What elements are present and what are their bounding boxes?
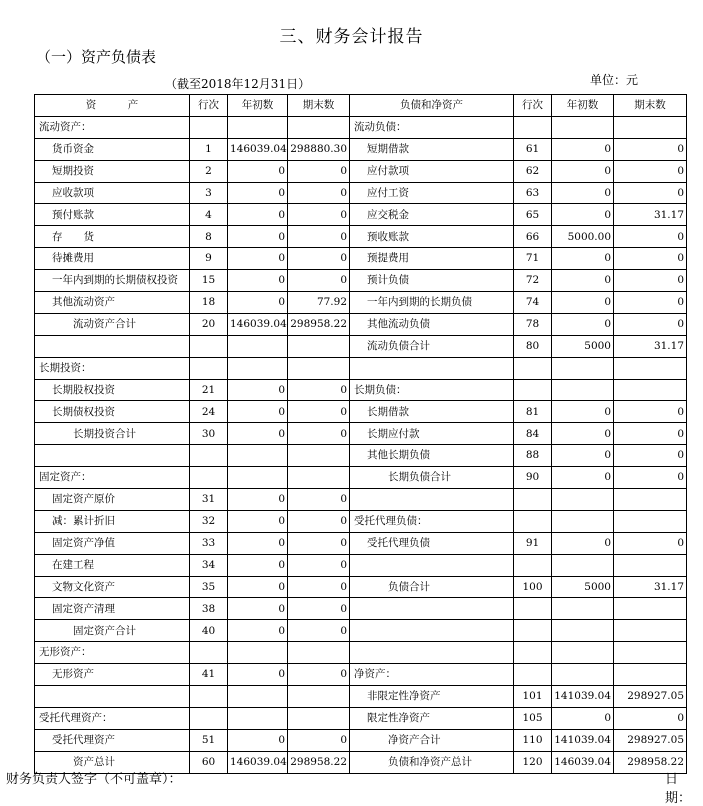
liability-name-cell: 应交税金 xyxy=(350,204,514,226)
asset-name-cell: 流动资产： xyxy=(35,116,190,138)
asset-line-no-cell: 3 xyxy=(190,182,228,204)
liability-opening-cell: 0 xyxy=(552,160,614,182)
table-row xyxy=(35,664,687,686)
asset-name-cell: 长期股权投资 xyxy=(35,379,190,401)
liability-closing-cell: 0 xyxy=(614,313,687,335)
liability-opening-cell xyxy=(552,642,614,664)
table-row xyxy=(35,182,687,204)
liability-name-cell: 长期负债合计 xyxy=(350,467,514,489)
asset-closing-cell: 0 xyxy=(288,270,350,292)
table-row xyxy=(35,686,687,708)
table-row xyxy=(35,270,687,292)
asset-name-cell xyxy=(35,335,190,357)
liability-line-no-cell: 74 xyxy=(514,292,552,314)
asset-line-no-cell: 33 xyxy=(190,532,228,554)
liability-name-cell: 受托代理负债 xyxy=(350,532,514,554)
asset-closing-cell: 0 xyxy=(288,620,350,642)
asset-name-cell: 固定资产净值 xyxy=(35,532,190,554)
asset-line-no-cell: 8 xyxy=(190,226,228,248)
table-row xyxy=(35,729,687,751)
liability-opening-cell: 146039.04 xyxy=(552,751,614,773)
asset-closing-cell: 0 xyxy=(288,401,350,423)
liability-name-cell xyxy=(350,598,514,620)
table-row xyxy=(35,116,687,138)
liability-opening-cell: 0 xyxy=(552,445,614,467)
asset-opening-cell: 0 xyxy=(228,620,288,642)
asset-line-no-cell: 32 xyxy=(190,510,228,532)
asset-name-cell: 在建工程 xyxy=(35,554,190,576)
liability-closing-cell: 298927.05 xyxy=(614,686,687,708)
liability-closing-cell: 0 xyxy=(614,182,687,204)
liability-closing-cell: 0 xyxy=(614,270,687,292)
liability-name-cell: 其他流动负债 xyxy=(350,313,514,335)
asset-opening-cell: 0 xyxy=(228,554,288,576)
liability-name-cell: 负债和净资产总计 xyxy=(350,751,514,773)
asset-opening-cell: 0 xyxy=(228,664,288,686)
liability-line-no-cell: 90 xyxy=(514,467,552,489)
asset-opening-cell: 0 xyxy=(228,401,288,423)
asset-closing-cell: 298880.30 xyxy=(288,138,350,160)
asset-opening-cell: 0 xyxy=(228,226,288,248)
asset-closing-cell: 0 xyxy=(288,489,350,511)
liability-closing-cell: 0 xyxy=(614,707,687,729)
liability-line-no-cell xyxy=(514,620,552,642)
asset-closing-cell: 0 xyxy=(288,423,350,445)
asset-line-no-cell: 1 xyxy=(190,138,228,160)
asset-name-cell: 长期债权投资 xyxy=(35,401,190,423)
asset-line-no-cell xyxy=(190,116,228,138)
liability-line-no-cell: 88 xyxy=(514,445,552,467)
asset-closing-cell xyxy=(288,642,350,664)
liability-closing-cell: 0 xyxy=(614,226,687,248)
liability-name-cell: 长期负债： xyxy=(350,379,514,401)
asset-line-no-cell: 41 xyxy=(190,664,228,686)
liability-name-cell: 其他长期负债 xyxy=(350,445,514,467)
table-row xyxy=(35,292,687,314)
table-row xyxy=(35,379,687,401)
header-liabilities: 负债和净资产 xyxy=(350,95,514,117)
liability-line-no-cell: 100 xyxy=(514,576,552,598)
liability-name-cell: 应付款项 xyxy=(350,160,514,182)
asset-closing-cell: 0 xyxy=(288,248,350,270)
asset-name-cell: 固定资产清理 xyxy=(35,598,190,620)
liability-name-cell: 净资产： xyxy=(350,664,514,686)
asset-opening-cell: 0 xyxy=(228,160,288,182)
asset-name-cell: 文物文化资产 xyxy=(35,576,190,598)
liability-line-no-cell: 84 xyxy=(514,423,552,445)
liability-opening-cell: 0 xyxy=(552,401,614,423)
liability-opening-cell: 0 xyxy=(552,532,614,554)
asset-name-cell: 流动资产合计 xyxy=(35,313,190,335)
liability-closing-cell xyxy=(614,510,687,532)
liability-name-cell: 长期借款 xyxy=(350,401,514,423)
asset-line-no-cell: 20 xyxy=(190,313,228,335)
liability-line-no-cell xyxy=(514,642,552,664)
liability-opening-cell xyxy=(552,489,614,511)
asset-line-no-cell: 24 xyxy=(190,401,228,423)
asset-closing-cell: 0 xyxy=(288,204,350,226)
liability-line-no-cell xyxy=(514,554,552,576)
liability-line-no-cell: 101 xyxy=(514,686,552,708)
liability-name-cell xyxy=(350,554,514,576)
liability-opening-cell: 0 xyxy=(552,467,614,489)
liability-line-no-cell: 120 xyxy=(514,751,552,773)
liability-name-cell: 预提费用 xyxy=(350,248,514,270)
table-row xyxy=(35,204,687,226)
asset-name-cell: 受托代理资产 xyxy=(35,729,190,751)
asset-name-cell: 无形资产： xyxy=(35,642,190,664)
liability-line-no-cell xyxy=(514,357,552,379)
liability-opening-cell: 5000 xyxy=(552,576,614,598)
liability-name-cell xyxy=(350,489,514,511)
asset-opening-cell: 0 xyxy=(228,248,288,270)
liability-opening-cell: 0 xyxy=(552,248,614,270)
liability-name-cell: 负债合计 xyxy=(350,576,514,598)
liability-name-cell: 流动负债： xyxy=(350,116,514,138)
liability-closing-cell: 0 xyxy=(614,138,687,160)
table-row xyxy=(35,423,687,445)
asset-opening-cell xyxy=(228,445,288,467)
liability-line-no-cell: 110 xyxy=(514,729,552,751)
asset-closing-cell xyxy=(288,445,350,467)
liability-opening-cell: 5000.00 xyxy=(552,226,614,248)
report-period: （截至2018年12月31日） xyxy=(165,77,311,91)
table-row xyxy=(35,532,687,554)
asset-closing-cell xyxy=(288,116,350,138)
liability-closing-cell xyxy=(614,620,687,642)
asset-line-no-cell xyxy=(190,686,228,708)
table-row xyxy=(35,576,687,598)
asset-line-no-cell xyxy=(190,445,228,467)
asset-closing-cell xyxy=(288,467,350,489)
table-row xyxy=(35,357,687,379)
liability-name-cell: 预收账款 xyxy=(350,226,514,248)
asset-opening-cell: 0 xyxy=(228,532,288,554)
asset-line-no-cell xyxy=(190,467,228,489)
asset-opening-cell: 0 xyxy=(228,576,288,598)
liability-line-no-cell: 91 xyxy=(514,532,552,554)
header-assets: 资 产 xyxy=(35,95,190,117)
liability-name-cell xyxy=(350,642,514,664)
asset-opening-cell xyxy=(228,335,288,357)
liability-name-cell: 预计负债 xyxy=(350,270,514,292)
liability-opening-cell xyxy=(552,379,614,401)
liability-opening-cell xyxy=(552,554,614,576)
asset-opening-cell: 0 xyxy=(228,510,288,532)
asset-opening-cell xyxy=(228,707,288,729)
table-row xyxy=(35,445,687,467)
liability-name-cell: 短期借款 xyxy=(350,138,514,160)
asset-closing-cell: 0 xyxy=(288,226,350,248)
asset-name-cell: 固定资产： xyxy=(35,467,190,489)
asset-closing-cell: 298958.22 xyxy=(288,751,350,773)
liability-closing-cell xyxy=(614,598,687,620)
table-row xyxy=(35,620,687,642)
liability-closing-cell xyxy=(614,489,687,511)
table-row xyxy=(35,226,687,248)
asset-closing-cell: 0 xyxy=(288,182,350,204)
liability-closing-cell: 0 xyxy=(614,467,687,489)
header-line-no: 行次 xyxy=(190,95,228,117)
asset-closing-cell: 0 xyxy=(288,598,350,620)
asset-line-no-cell xyxy=(190,335,228,357)
liability-closing-cell: 31.17 xyxy=(614,335,687,357)
asset-closing-cell: 0 xyxy=(288,379,350,401)
table-row xyxy=(35,248,687,270)
liability-name-cell: 限定性净资产 xyxy=(350,707,514,729)
asset-opening-cell: 0 xyxy=(228,423,288,445)
asset-opening-cell: 146039.04 xyxy=(228,313,288,335)
table-row xyxy=(35,707,687,729)
liability-closing-cell: 0 xyxy=(614,160,687,182)
liability-name-cell xyxy=(350,620,514,642)
asset-line-no-cell: 9 xyxy=(190,248,228,270)
liability-closing-cell xyxy=(614,664,687,686)
asset-line-no-cell: 34 xyxy=(190,554,228,576)
liability-opening-cell: 0 xyxy=(552,270,614,292)
liability-line-no-cell: 63 xyxy=(514,182,552,204)
liability-opening-cell: 0 xyxy=(552,292,614,314)
asset-name-cell: 资产总计 xyxy=(35,751,190,773)
liability-line-no-cell: 71 xyxy=(514,248,552,270)
asset-opening-cell xyxy=(228,467,288,489)
liability-line-no-cell: 80 xyxy=(514,335,552,357)
asset-opening-cell xyxy=(228,357,288,379)
liability-line-no-cell: 62 xyxy=(514,160,552,182)
header-closing: 期末数 xyxy=(288,95,350,117)
asset-opening-cell xyxy=(228,116,288,138)
section-title: （一）资产负债表 xyxy=(36,48,157,66)
asset-line-no-cell xyxy=(190,357,228,379)
liability-closing-cell: 0 xyxy=(614,248,687,270)
table-row xyxy=(35,335,687,357)
liability-line-no-cell: 72 xyxy=(514,270,552,292)
table-row xyxy=(35,160,687,182)
asset-name-cell: 一年内到期的长期债权投资 xyxy=(35,270,190,292)
header-line-no: 行次 xyxy=(514,95,552,117)
liability-name-cell: 流动负债合计 xyxy=(350,335,514,357)
asset-name-cell: 应收款项 xyxy=(35,182,190,204)
asset-line-no-cell: 31 xyxy=(190,489,228,511)
asset-opening-cell: 146039.04 xyxy=(228,138,288,160)
signature-label: 财务负责人签字（不可盖章）： xyxy=(6,772,182,787)
liability-name-cell: 一年内到期的长期负债 xyxy=(350,292,514,314)
liability-opening-cell xyxy=(552,116,614,138)
liability-line-no-cell: 65 xyxy=(514,204,552,226)
asset-opening-cell: 0 xyxy=(228,270,288,292)
liability-opening-cell: 141039.04 xyxy=(552,729,614,751)
asset-line-no-cell: 15 xyxy=(190,270,228,292)
liability-closing-cell: 0 xyxy=(614,292,687,314)
liability-opening-cell: 0 xyxy=(552,313,614,335)
asset-line-no-cell: 2 xyxy=(190,160,228,182)
liability-closing-cell xyxy=(614,357,687,379)
liability-opening-cell: 0 xyxy=(552,707,614,729)
asset-closing-cell: 0 xyxy=(288,554,350,576)
liability-closing-cell: 0 xyxy=(614,445,687,467)
asset-name-cell: 长期投资合计 xyxy=(35,423,190,445)
liability-closing-cell xyxy=(614,379,687,401)
asset-opening-cell: 0 xyxy=(228,292,288,314)
asset-name-cell: 预付账款 xyxy=(35,204,190,226)
asset-name-cell: 短期投资 xyxy=(35,160,190,182)
liability-name-cell: 应付工资 xyxy=(350,182,514,204)
liability-opening-cell: 0 xyxy=(552,204,614,226)
header-opening: 年初数 xyxy=(228,95,288,117)
table-row xyxy=(35,467,687,489)
asset-closing-cell xyxy=(288,335,350,357)
table-row xyxy=(35,489,687,511)
asset-name-cell: 无形资产 xyxy=(35,664,190,686)
liability-line-no-cell xyxy=(514,664,552,686)
asset-closing-cell: 0 xyxy=(288,576,350,598)
liability-opening-cell: 5000 xyxy=(552,335,614,357)
currency-unit: 单位：元 xyxy=(590,73,639,87)
liability-closing-cell: 0 xyxy=(614,423,687,445)
liability-opening-cell: 141039.04 xyxy=(552,686,614,708)
liability-closing-cell: 0 xyxy=(614,532,687,554)
liability-opening-cell: 0 xyxy=(552,182,614,204)
asset-opening-cell xyxy=(228,642,288,664)
asset-closing-cell: 77.92 xyxy=(288,292,350,314)
asset-closing-cell: 0 xyxy=(288,510,350,532)
header-closing: 期末数 xyxy=(614,95,687,117)
asset-closing-cell: 0 xyxy=(288,729,350,751)
asset-name-cell: 固定资产合计 xyxy=(35,620,190,642)
asset-name-cell: 待摊费用 xyxy=(35,248,190,270)
asset-line-no-cell: 51 xyxy=(190,729,228,751)
table-row xyxy=(35,598,687,620)
asset-closing-cell xyxy=(288,686,350,708)
liability-line-no-cell xyxy=(514,379,552,401)
table-row xyxy=(35,401,687,423)
liability-closing-cell xyxy=(614,554,687,576)
liability-line-no-cell: 61 xyxy=(514,138,552,160)
liability-closing-cell: 31.17 xyxy=(614,576,687,598)
table-row xyxy=(35,138,687,160)
liability-name-cell xyxy=(350,357,514,379)
asset-line-no-cell: 30 xyxy=(190,423,228,445)
asset-name-cell xyxy=(35,445,190,467)
asset-opening-cell: 0 xyxy=(228,379,288,401)
page-title: 三、财务会计报告 xyxy=(279,27,424,47)
asset-closing-cell: 0 xyxy=(288,160,350,182)
asset-name-cell: 存 货 xyxy=(35,226,190,248)
table-row xyxy=(35,642,687,664)
liability-opening-cell xyxy=(552,357,614,379)
liability-opening-cell xyxy=(552,620,614,642)
asset-closing-cell xyxy=(288,357,350,379)
asset-opening-cell: 0 xyxy=(228,204,288,226)
liability-line-no-cell: 66 xyxy=(514,226,552,248)
balance-sheet-table xyxy=(34,94,687,774)
liability-closing-cell: 0 xyxy=(614,401,687,423)
liability-closing-cell: 31.17 xyxy=(614,204,687,226)
asset-line-no-cell: 35 xyxy=(190,576,228,598)
header-row xyxy=(35,95,687,117)
asset-line-no-cell xyxy=(190,707,228,729)
asset-closing-cell: 0 xyxy=(288,664,350,686)
asset-name-cell: 减：累计折旧 xyxy=(35,510,190,532)
header-opening: 年初数 xyxy=(552,95,614,117)
asset-opening-cell: 0 xyxy=(228,182,288,204)
asset-opening-cell: 0 xyxy=(228,729,288,751)
liability-closing-cell: 298958.22 xyxy=(614,751,687,773)
table-row xyxy=(35,510,687,532)
asset-opening-cell xyxy=(228,686,288,708)
asset-name-cell: 固定资产原价 xyxy=(35,489,190,511)
liability-closing-cell xyxy=(614,116,687,138)
asset-closing-cell xyxy=(288,707,350,729)
asset-name-cell: 受托代理资产： xyxy=(35,707,190,729)
liability-opening-cell xyxy=(552,510,614,532)
asset-name-cell: 其他流动资产 xyxy=(35,292,190,314)
liability-name-cell: 非限定性净资产 xyxy=(350,686,514,708)
table-row xyxy=(35,313,687,335)
asset-line-no-cell: 40 xyxy=(190,620,228,642)
liability-line-no-cell: 78 xyxy=(514,313,552,335)
date-label: 日期： xyxy=(665,772,692,806)
liability-name-cell: 净资产合计 xyxy=(350,729,514,751)
liability-closing-cell: 298927.05 xyxy=(614,729,687,751)
liability-line-no-cell xyxy=(514,116,552,138)
liability-line-no-cell: 81 xyxy=(514,401,552,423)
asset-name-cell: 长期投资： xyxy=(35,357,190,379)
liability-line-no-cell: 105 xyxy=(514,707,552,729)
asset-line-no-cell: 18 xyxy=(190,292,228,314)
liability-name-cell: 长期应付款 xyxy=(350,423,514,445)
asset-line-no-cell: 60 xyxy=(190,751,228,773)
liability-name-cell: 受托代理负债： xyxy=(350,510,514,532)
table-row xyxy=(35,554,687,576)
asset-opening-cell: 0 xyxy=(228,489,288,511)
liability-opening-cell: 0 xyxy=(552,138,614,160)
asset-line-no-cell: 4 xyxy=(190,204,228,226)
asset-line-no-cell: 21 xyxy=(190,379,228,401)
asset-line-no-cell: 38 xyxy=(190,598,228,620)
liability-closing-cell xyxy=(614,642,687,664)
liability-opening-cell xyxy=(552,664,614,686)
liability-line-no-cell xyxy=(514,598,552,620)
asset-name-cell: 货币资金 xyxy=(35,138,190,160)
liability-line-no-cell xyxy=(514,489,552,511)
liability-line-no-cell xyxy=(514,510,552,532)
liability-opening-cell: 0 xyxy=(552,423,614,445)
asset-closing-cell: 0 xyxy=(288,532,350,554)
liability-opening-cell xyxy=(552,598,614,620)
asset-name-cell xyxy=(35,686,190,708)
asset-line-no-cell xyxy=(190,642,228,664)
asset-closing-cell: 298958.22 xyxy=(288,313,350,335)
asset-opening-cell: 146039.04 xyxy=(228,751,288,773)
asset-opening-cell: 0 xyxy=(228,598,288,620)
